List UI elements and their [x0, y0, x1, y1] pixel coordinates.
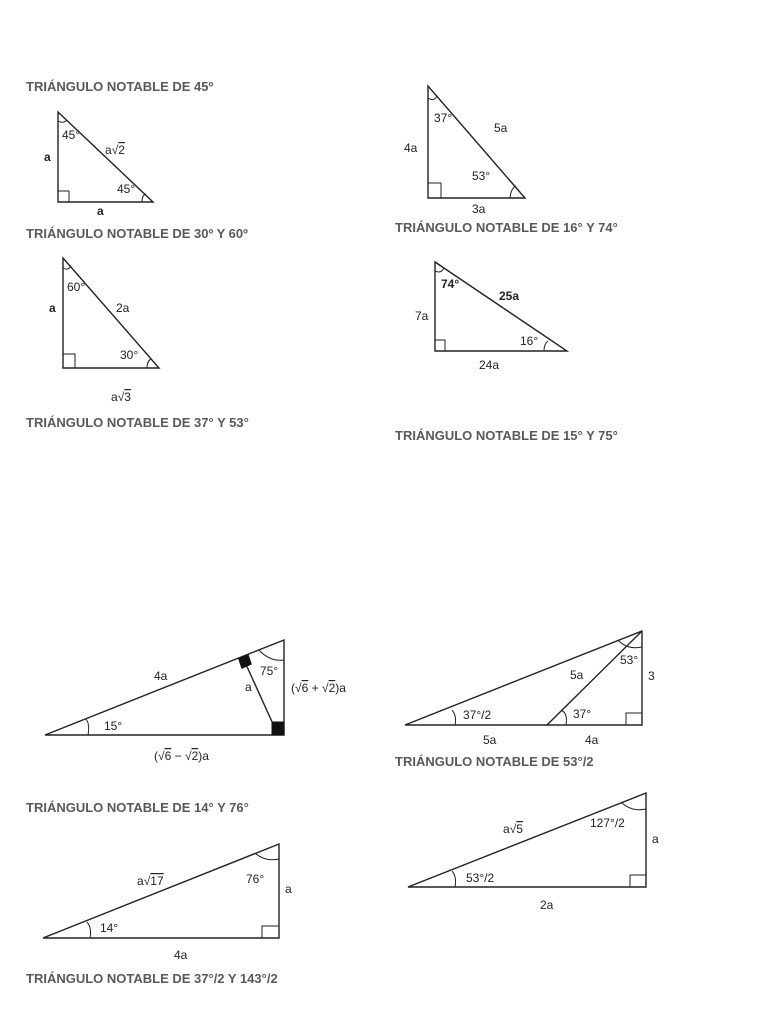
angle-label: 53°/2: [466, 871, 495, 885]
triangle-53-2-outline: [405, 631, 642, 725]
base-label: 2a: [540, 898, 554, 912]
side-label: (√6 + √2)a: [291, 681, 346, 695]
triangle-16-74: [415, 262, 567, 372]
right-angle-marker: [435, 340, 445, 351]
hypotenuse-label: 25a: [499, 289, 520, 303]
angle-label: 37°: [573, 707, 592, 721]
right-angle-marker: [63, 354, 75, 368]
angle-label: 16°: [520, 334, 539, 348]
triangle-53-2-127-2: [408, 793, 659, 912]
heading-14-76: TRIÁNGULO NOTABLE DE 14° Y 76°: [26, 800, 249, 815]
base-label: a√3: [111, 390, 131, 404]
angle-label: 45°: [62, 128, 81, 142]
triangle-45-outline: [58, 112, 153, 202]
base-label: 4a: [585, 733, 599, 747]
triangle-37-53: [404, 86, 525, 216]
inner-hypotenuse-line: [547, 631, 642, 725]
triangle-30-60: [49, 258, 159, 404]
base-label: (√6 − √2)a: [154, 749, 209, 763]
angle-label: 45°: [117, 182, 136, 196]
leg-label: 7a: [415, 309, 429, 323]
heading-53-2: TRIÁNGULO NOTABLE DE 53°/2: [395, 754, 594, 769]
heading-16-74: TRIÁNGULO NOTABLE DE 16° Y 74°: [395, 220, 618, 235]
angle-label: 14°: [100, 921, 119, 935]
triangle-45: [44, 112, 153, 218]
right-angle-marker: [58, 191, 69, 202]
leg-label: 4a: [404, 141, 418, 155]
base-label: 5a: [483, 733, 497, 747]
leg-label: a: [652, 832, 659, 846]
heading-15-75: TRIÁNGULO NOTABLE DE 15° Y 75°: [395, 428, 618, 443]
right-angle-marker: [272, 722, 284, 735]
base-label: 24a: [479, 358, 500, 372]
angle-label: 37°: [434, 111, 453, 125]
hypotenuse-label: a√5: [503, 822, 523, 836]
triangle-53-2-127-2-outline: [408, 793, 646, 887]
leg-label: 3: [648, 669, 655, 683]
angle-label: 75°: [260, 664, 279, 678]
right-angle-marker: [428, 183, 441, 198]
angle-label: 76°: [246, 872, 265, 886]
angle-arc: [428, 96, 437, 100]
right-angle-marker: [262, 926, 279, 938]
angle-arc: [255, 853, 279, 860]
heading-37-2-143-2: TRIÁNGULO NOTABLE DE 37°/2 Y 143°/2: [26, 971, 278, 986]
angle-label: 37°/2: [463, 708, 492, 722]
heading-45: TRIÁNGULO NOTABLE DE 45º: [26, 79, 214, 94]
angle-arc: [452, 710, 456, 725]
right-angle-marker: [626, 713, 642, 725]
angle-arc: [86, 719, 89, 735]
angle-label: 30°: [120, 348, 139, 362]
angle-arc: [87, 922, 91, 938]
hypotenuse-label: a√2: [105, 143, 125, 157]
angle-label: 74°: [441, 277, 460, 291]
triangle-14-76-outline: [43, 844, 279, 938]
hypotenuse-label: 2a: [116, 301, 130, 315]
leg-label: a: [49, 301, 56, 315]
angle-arc: [622, 803, 646, 810]
heading-37-53: TRIÁNGULO NOTABLE DE 37° Y 53°: [26, 415, 249, 430]
angle-arc: [435, 268, 444, 272]
heading-30-60: TRIÁNGULO NOTABLE DE 30º Y 60º: [26, 226, 248, 241]
altitude-label: a: [245, 680, 252, 694]
angle-arc: [561, 710, 566, 725]
base-label: 3a: [472, 202, 486, 216]
base-label: 4a: [174, 948, 188, 962]
angle-arc: [147, 359, 151, 368]
angle-label: 53°: [472, 169, 491, 183]
hypotenuse-label: 5a: [494, 121, 508, 135]
leg-label: a: [97, 204, 104, 218]
angle-label: 15°: [104, 719, 123, 733]
hypotenuse-label: a√17: [137, 874, 164, 888]
inner-hypotenuse-label: 5a: [570, 668, 584, 682]
angle-arc: [452, 871, 456, 887]
angle-label: 60°: [67, 280, 86, 294]
leg-label: a: [285, 882, 292, 896]
angle-arc: [544, 341, 548, 351]
leg-label: a: [44, 150, 51, 164]
triangle-16-74-outline: [435, 262, 567, 351]
hypotenuse-label: 4a: [154, 669, 168, 683]
triangle-15-75: [45, 640, 346, 763]
triangle-30-60-outline: [63, 258, 159, 368]
angle-arc: [259, 650, 284, 660]
triangle-53-2: [405, 631, 655, 747]
right-angle-marker: [630, 875, 646, 887]
angle-label: 127°/2: [590, 816, 625, 830]
angle-label: 53°: [620, 653, 639, 667]
triangle-14-76: [43, 844, 292, 962]
angle-arc: [510, 186, 516, 198]
angle-arc: [58, 120, 67, 122]
